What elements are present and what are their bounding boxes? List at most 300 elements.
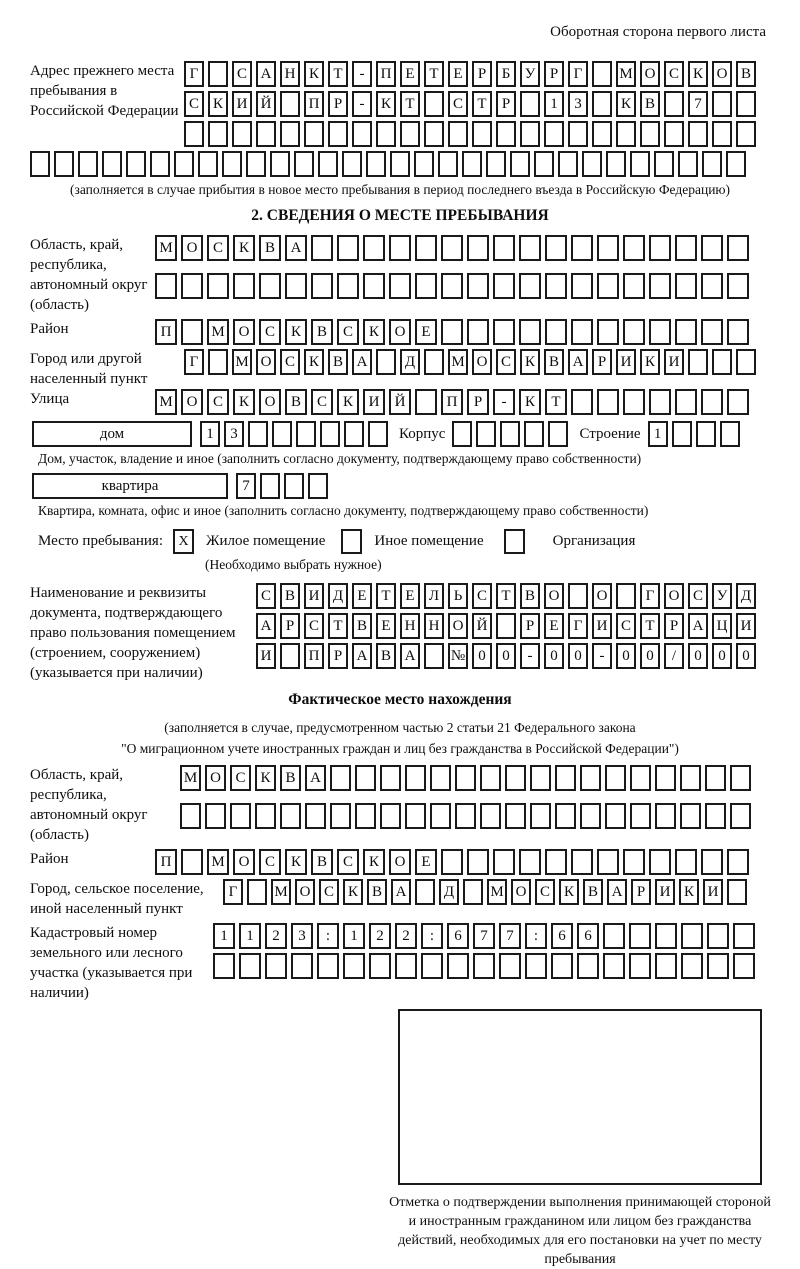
form-cell xyxy=(344,421,364,447)
form-cell: П xyxy=(155,849,177,875)
form-cell: 7 xyxy=(473,923,495,949)
form-cell: С xyxy=(311,389,333,415)
form-cell xyxy=(675,235,697,261)
form-cell xyxy=(696,421,716,447)
form-cell xyxy=(680,803,701,829)
form-cell: В xyxy=(285,389,307,415)
form-cell: К xyxy=(233,389,255,415)
form-cell: А xyxy=(352,643,372,669)
form-cell: М xyxy=(487,879,507,905)
form-cell: Р xyxy=(328,643,348,669)
form-cell xyxy=(603,923,625,949)
cell-row xyxy=(184,121,756,147)
form-cell: : xyxy=(421,923,443,949)
form-cell xyxy=(705,803,726,829)
cadastral-block xyxy=(30,923,770,1003)
form-cell xyxy=(571,273,593,299)
form-cell xyxy=(707,923,729,949)
form-cell xyxy=(280,643,300,669)
form-cell: Е xyxy=(352,583,372,609)
form-cell: : xyxy=(525,923,547,949)
form-cell: Д xyxy=(439,879,459,905)
form-cell: Й xyxy=(389,389,411,415)
stay-type-note: (Необходимо выбрать нужное) xyxy=(205,557,382,572)
form-cell xyxy=(205,803,226,829)
form-cell: 0 xyxy=(544,643,564,669)
form-cell xyxy=(280,803,301,829)
form-cell: 0 xyxy=(688,643,708,669)
form-cell: В xyxy=(280,583,300,609)
prev-address-note: (заполняется в случае прибытия в новое место пребывания в период последнего въезда в Российскую Федерацию) xyxy=(69,182,731,197)
form-cell: О xyxy=(511,879,531,905)
street-block xyxy=(30,389,770,419)
form-cell: П xyxy=(376,61,396,87)
form-cell: К xyxy=(616,91,636,117)
prev-address-label: Адрес прежнего места пребывания в Российской Федерации xyxy=(30,63,179,119)
form-cell xyxy=(623,389,645,415)
form-cell xyxy=(208,61,228,87)
form-cell xyxy=(395,953,417,979)
option-label-organizaciya: Организация xyxy=(552,533,636,549)
form-cell xyxy=(415,273,437,299)
form-cell xyxy=(733,923,755,949)
form-cell xyxy=(623,273,645,299)
form-cell xyxy=(496,613,516,639)
form-cell: И xyxy=(256,643,276,669)
form-cell xyxy=(545,319,567,345)
form-cell xyxy=(712,349,732,375)
form-cell xyxy=(248,421,268,447)
form-cell: И xyxy=(232,91,252,117)
form-cell: Е xyxy=(376,613,396,639)
form-cell xyxy=(592,91,612,117)
form-cell: Д xyxy=(736,583,756,609)
form-cell: Т xyxy=(472,91,492,117)
form-cell: С xyxy=(280,349,300,375)
form-cell xyxy=(630,765,651,791)
form-cell: К xyxy=(285,849,307,875)
form-cell: 1 xyxy=(648,421,668,447)
form-cell xyxy=(330,765,351,791)
form-cell: О xyxy=(205,765,226,791)
form-cell xyxy=(499,953,521,979)
form-cell xyxy=(558,151,578,177)
stroenie-cells xyxy=(648,421,740,447)
form-cell: С xyxy=(207,235,229,261)
form-cell xyxy=(376,121,396,147)
cell-row xyxy=(256,613,756,639)
form-cell: И xyxy=(592,613,612,639)
cell-row xyxy=(155,849,749,875)
house-number-cells xyxy=(200,421,388,447)
form-cell xyxy=(405,765,426,791)
form-cell xyxy=(259,273,281,299)
form-cell xyxy=(726,151,746,177)
form-cell xyxy=(352,121,372,147)
form-cell xyxy=(649,273,671,299)
subtitle-line1: (заполняется в случае, предусмотренном частью 2 статьи 21 Федерального закона xyxy=(164,720,636,735)
form-cell: - xyxy=(520,643,540,669)
form-cell xyxy=(389,273,411,299)
form-cell xyxy=(414,151,434,177)
form-cell: Й xyxy=(472,613,492,639)
form-cell xyxy=(730,803,751,829)
form-cell xyxy=(256,121,276,147)
document-block xyxy=(30,583,770,683)
form-cell xyxy=(493,319,515,345)
form-cell xyxy=(421,953,443,979)
form-cell: Р xyxy=(472,61,492,87)
form-cell xyxy=(355,803,376,829)
form-cell: 1 xyxy=(343,923,365,949)
form-cell xyxy=(672,421,692,447)
form-cell xyxy=(467,235,489,261)
form-cell xyxy=(629,953,651,979)
form-cell: С xyxy=(337,319,359,345)
form-cell: И xyxy=(655,879,675,905)
form-cell xyxy=(467,319,489,345)
form-cell xyxy=(232,121,252,147)
form-cell xyxy=(675,273,697,299)
form-cell: 3 xyxy=(568,91,588,117)
form-cell: Р xyxy=(328,91,348,117)
form-cell xyxy=(605,803,626,829)
form-cell: И xyxy=(736,613,756,639)
form-cell: / xyxy=(664,643,684,669)
form-cell xyxy=(510,151,530,177)
form-cell: К xyxy=(679,879,699,905)
form-cell: 2 xyxy=(369,923,391,949)
form-cell xyxy=(213,953,235,979)
apartment-note: Квартира, комната, офис и иное (заполнить согласно документу, подтверждающему право собственности) xyxy=(38,503,649,518)
form-cell xyxy=(198,151,218,177)
form-cell xyxy=(580,803,601,829)
form-cell: Г xyxy=(568,613,588,639)
subtitle-line2: "О миграционном учете иностранных граждан и лиц без гражданства в Российской Федерации") xyxy=(121,741,679,756)
form-cell xyxy=(441,849,463,875)
form-cell xyxy=(597,319,619,345)
form-cell: С xyxy=(232,61,252,87)
form-cell: 1 xyxy=(200,421,220,447)
form-cell xyxy=(330,803,351,829)
form-cell xyxy=(181,273,203,299)
form-cell xyxy=(438,151,458,177)
form-cell xyxy=(390,151,410,177)
form-cell: Т xyxy=(376,583,396,609)
form-cell xyxy=(520,91,540,117)
page-corner-note: Оборотная сторона первого листа xyxy=(550,24,766,40)
form-cell: Й xyxy=(256,91,276,117)
form-cell xyxy=(493,273,515,299)
form-cell: Б xyxy=(496,61,516,87)
form-cell: Р xyxy=(520,613,540,639)
form-cell: У xyxy=(712,583,732,609)
form-cell xyxy=(174,151,194,177)
form-cell xyxy=(555,803,576,829)
form-cell: В xyxy=(352,613,372,639)
form-cell xyxy=(571,849,593,875)
form-cell: О xyxy=(295,879,315,905)
form-cell: В xyxy=(367,879,387,905)
form-cell: С xyxy=(304,613,324,639)
form-cell xyxy=(380,803,401,829)
form-cell xyxy=(102,151,122,177)
form-cell: Г xyxy=(568,61,588,87)
form-cell xyxy=(463,879,483,905)
form-cell: О xyxy=(256,349,276,375)
form-cell xyxy=(284,473,304,499)
form-cell xyxy=(664,91,684,117)
form-cell: М xyxy=(232,349,252,375)
apartment-box: квартира xyxy=(32,473,228,499)
form-cell: С xyxy=(496,349,516,375)
form-cell xyxy=(230,803,251,829)
form-cell: К xyxy=(304,61,324,87)
form-cell xyxy=(568,121,588,147)
form-cell xyxy=(415,879,435,905)
form-cell: О xyxy=(259,389,281,415)
cell-row xyxy=(256,643,756,669)
form-cell: М xyxy=(207,319,229,345)
region-label: Область, край, республика, автономный округ (область) xyxy=(30,237,148,313)
form-cell xyxy=(727,389,749,415)
form-cell xyxy=(730,765,751,791)
actual-location-title: Фактическое место нахождения xyxy=(288,691,512,708)
form-cell xyxy=(363,235,385,261)
form-cell: № xyxy=(448,643,468,669)
region-block xyxy=(30,235,770,315)
form-cell xyxy=(424,349,444,375)
form-cell xyxy=(702,151,722,177)
form-cell xyxy=(649,319,671,345)
form-cell: Т xyxy=(640,613,660,639)
form-cell xyxy=(472,121,492,147)
form-cell: С xyxy=(688,583,708,609)
form-cell xyxy=(545,849,567,875)
form-cell: М xyxy=(155,235,177,261)
form-cell: Р xyxy=(280,613,300,639)
form-cell xyxy=(629,923,651,949)
form-cell xyxy=(184,121,204,147)
form-cell xyxy=(424,643,444,669)
form-cell xyxy=(688,349,708,375)
form-cell: К xyxy=(559,879,579,905)
form-cell xyxy=(678,151,698,177)
form-cell: П xyxy=(304,643,324,669)
form-cell: 1 xyxy=(239,923,261,949)
form-cell: Т xyxy=(328,613,348,639)
cell-row xyxy=(155,389,749,415)
form-cell: 3 xyxy=(224,421,244,447)
form-cell: С xyxy=(448,91,468,117)
form-cell: 0 xyxy=(616,643,636,669)
form-cell: А xyxy=(688,613,708,639)
form-cell: И xyxy=(664,349,684,375)
form-cell xyxy=(208,349,228,375)
form-cell: Т xyxy=(400,91,420,117)
form-cell xyxy=(320,421,340,447)
form-cell: Ь xyxy=(448,583,468,609)
form-cell xyxy=(655,803,676,829)
cell-row xyxy=(155,273,749,299)
form-cell: Д xyxy=(328,583,348,609)
form-cell: И xyxy=(363,389,385,415)
form-cell: 7 xyxy=(499,923,521,949)
actual-city-label: Город, сельское поселение, иной населенный пункт xyxy=(30,881,204,917)
form-cell xyxy=(655,953,677,979)
form-cell: Е xyxy=(415,849,437,875)
form-cell xyxy=(389,235,411,261)
form-cell xyxy=(368,421,388,447)
actual-city-block xyxy=(30,879,770,919)
form-cell: 0 xyxy=(736,643,756,669)
form-cell xyxy=(597,389,619,415)
form-cell: 1 xyxy=(213,923,235,949)
form-cell xyxy=(311,235,333,261)
cell-row xyxy=(180,765,751,791)
form-cell xyxy=(343,953,365,979)
form-cell xyxy=(680,765,701,791)
form-cell: В xyxy=(736,61,756,87)
form-cell xyxy=(733,953,755,979)
form-cell xyxy=(317,953,339,979)
form-cell: С xyxy=(616,613,636,639)
form-cell xyxy=(247,879,267,905)
form-cell: С xyxy=(319,879,339,905)
form-cell xyxy=(126,151,146,177)
form-cell: П xyxy=(155,319,177,345)
form-cell xyxy=(545,235,567,261)
option-label-inoe: Иное помещение xyxy=(374,533,484,549)
stay-type-row xyxy=(38,529,770,554)
form-cell xyxy=(551,953,573,979)
house-note: Дом, участок, владение и иное (заполнить согласно документу, подтверждающему право собственности) xyxy=(38,451,642,466)
form-cell: Е xyxy=(448,61,468,87)
form-cell: К xyxy=(343,879,363,905)
stay-type-label: Место пребывания: xyxy=(38,533,163,549)
form-cell xyxy=(78,151,98,177)
form-cell xyxy=(519,273,541,299)
form-cell xyxy=(616,121,636,147)
form-cell xyxy=(294,151,314,177)
form-cell xyxy=(473,953,495,979)
form-cell: А xyxy=(305,765,326,791)
form-cell xyxy=(712,121,732,147)
form-cell xyxy=(260,473,280,499)
form-cell: 0 xyxy=(472,643,492,669)
form-cell xyxy=(582,151,602,177)
form-cell xyxy=(727,235,749,261)
form-cell xyxy=(649,235,671,261)
korpus-label: Корпус xyxy=(399,425,446,442)
form-cell xyxy=(649,389,671,415)
form-cell xyxy=(493,235,515,261)
form-cell xyxy=(592,61,612,87)
form-cell: А xyxy=(256,613,276,639)
form-cell xyxy=(530,803,551,829)
form-cell xyxy=(400,121,420,147)
form-cell: 0 xyxy=(712,643,732,669)
form-cell xyxy=(455,803,476,829)
city-label: Город или другой населенный пункт xyxy=(30,351,148,387)
form-cell xyxy=(727,319,749,345)
form-cell xyxy=(544,121,564,147)
form-cell: Р xyxy=(631,879,651,905)
form-cell: - xyxy=(493,389,515,415)
form-cell xyxy=(597,273,619,299)
form-cell: И xyxy=(304,583,324,609)
form-cell xyxy=(493,849,515,875)
form-cell xyxy=(415,235,437,261)
form-cell: Е xyxy=(544,613,564,639)
form-cell: С xyxy=(259,319,281,345)
form-cell: П xyxy=(441,389,463,415)
form-cell: И xyxy=(703,879,723,905)
form-cell: С xyxy=(230,765,251,791)
form-cell: К xyxy=(519,389,541,415)
form-cell xyxy=(233,273,255,299)
form-cell xyxy=(688,121,708,147)
form-cell: А xyxy=(256,61,276,87)
form-cell: С xyxy=(207,389,229,415)
form-cell: К xyxy=(640,349,660,375)
form-cell xyxy=(519,849,541,875)
cell-row xyxy=(180,803,751,829)
form-cell: Р xyxy=(496,91,516,117)
form-cell: О xyxy=(389,319,411,345)
form-cell xyxy=(311,273,333,299)
form-cell: А xyxy=(607,879,627,905)
form-cell: В xyxy=(311,319,333,345)
form-cell xyxy=(681,923,703,949)
house-box: дом xyxy=(32,421,192,447)
form-cell xyxy=(328,121,348,147)
form-cell: К xyxy=(255,765,276,791)
form-cell xyxy=(366,151,386,177)
form-cell: А xyxy=(352,349,372,375)
form-cell: С xyxy=(337,849,359,875)
form-cell xyxy=(655,923,677,949)
confirmation-stamp-box xyxy=(398,1009,762,1185)
form-cell xyxy=(296,421,316,447)
form-cell xyxy=(505,765,526,791)
form-cell xyxy=(222,151,242,177)
form-cell: О xyxy=(712,61,732,87)
form-cell xyxy=(727,879,747,905)
form-cell xyxy=(272,421,292,447)
form-cell xyxy=(649,849,671,875)
form-cell: О xyxy=(389,849,411,875)
form-cell: Н xyxy=(424,613,444,639)
form-cell xyxy=(208,121,228,147)
form-cell xyxy=(337,235,359,261)
form-cell: 7 xyxy=(236,473,256,499)
form-cell: - xyxy=(352,91,372,117)
cadastral-label: Кадастровый номер земельного или лесного участка (указывается при наличии) xyxy=(30,925,193,1001)
form-cell xyxy=(376,349,396,375)
form-cell xyxy=(280,121,300,147)
actual-location-subtitle xyxy=(30,717,770,759)
form-cell: В xyxy=(583,879,603,905)
form-cell xyxy=(255,803,276,829)
form-cell: С xyxy=(259,849,281,875)
form-cell: О xyxy=(544,583,564,609)
stroenie-label: Строение xyxy=(579,425,641,442)
street-label: Улица xyxy=(30,391,70,407)
form-cell xyxy=(181,319,203,345)
form-cell xyxy=(727,849,749,875)
form-cell: Л xyxy=(424,583,444,609)
